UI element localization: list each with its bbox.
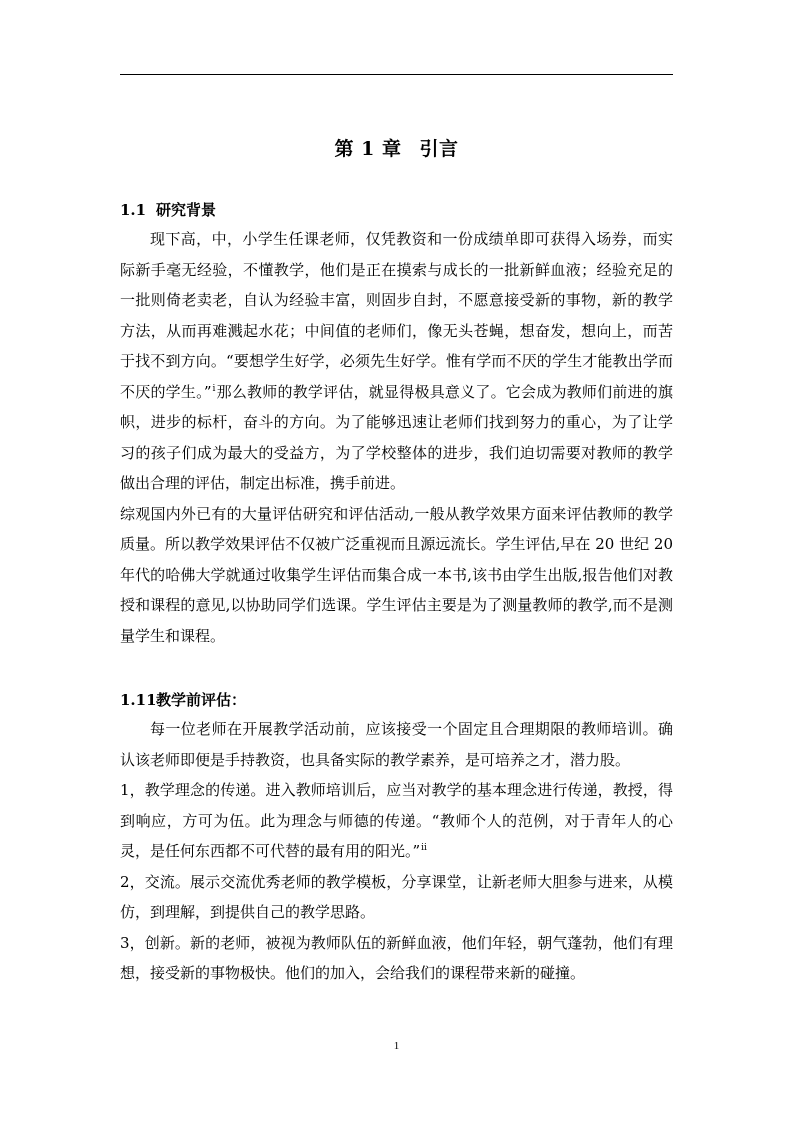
page-number: 1	[393, 1040, 400, 1052]
page-content	[120, 132, 673, 989]
body-paragraph: 现下高，中，小学生任课老师，仅凭教资和一份成绩单即可获得入场券，而实际新手毫无经验，不懂教学，他们是正在摸索与成长的一批新鲜血液；经验充足的一批则倚老卖老，自认为经验丰富，则固步自封，不愿意接受新的事物，新的教学方法，从而再难溅起水花；中间值的老师们，像无头苍蝇，想奋发，想向上，而苦于找不到方向。“要想学生好学，必须先生好学。惟有学而不厌的学生才能教出学而不厌的学生。”$^i$那么教师的教学评估，就显得极具意义了。它会成为教师们前进的旗帜，进步的标杆，奋斗的方向。为了能够迅速让老师们找到努力的重心，为了让学习的孩子们成为最大的受益方，为了学校整体的进步，我们迫切需要对教师的教学做出合理的评估，制定出标准，携手前进。	[120, 230, 673, 492]
section-title: 研究背景	[156, 201, 217, 219]
section-number: 1.1	[120, 201, 147, 219]
section-number: 1.11	[120, 691, 157, 709]
section-title: 教学前评估：	[156, 691, 247, 709]
body-paragraph: 综观国内外已有的大量评估研究和评估活动,一般从教学效果方面来评估教师的教学质量。所以教学效果评估不仅被广泛重视而且源远流长。学生评估,早在 20 世纪 20 年代的哈佛大学就通过收集学生评估而集合成一本书,该书由学生出版,报告他们对教授和课程的意见,以协助同学们选课。学生评估主要是为了测量教师的教学,而不是测量学生和课程。	[120, 504, 673, 645]
chapter-title-text: 引言	[419, 138, 459, 160]
body-paragraph: 2，交流。展示交流优秀老师的教学模板，分享课堂，让新老师大胆参与进来，从模仿，到理解，到提供自己的教学思路。	[120, 872, 673, 921]
chapter-title	[120, 132, 673, 166]
chapter-number: 第 1 章	[334, 138, 402, 160]
body-paragraph: 每一位老师在开展教学活动前，应该接受一个固定且合理期限的教师培训。确认该老师即便是手持教资，也具备实际的教学素养，是可培养之才，潜力股。	[120, 720, 673, 769]
footnote-marker[interactable]: ii	[421, 843, 427, 853]
section-heading-1-11	[120, 686, 673, 714]
body-paragraph: 3，创新。新的老师，被视为教师队伍的新鲜血液，他们年轻，朝气蓬勃，他们有理想，接受新的事物极快。他们的加入，会给我们的课程带来新的碰撞。	[120, 933, 673, 982]
header-rule	[120, 74, 673, 75]
section-heading-1-1	[120, 196, 673, 224]
footnote-marker[interactable]: i	[212, 383, 216, 394]
body-paragraph: 1，教学理念的传递。进入教师培训后，应当对教学的基本理念进行传递，教授，得到响应，方可为伍。此为理念与师德的传递。“教师个人的范例，对于青年人的心灵，是任何东西都不可代替的最有用的阳光。”$^{ii}$	[120, 781, 673, 860]
